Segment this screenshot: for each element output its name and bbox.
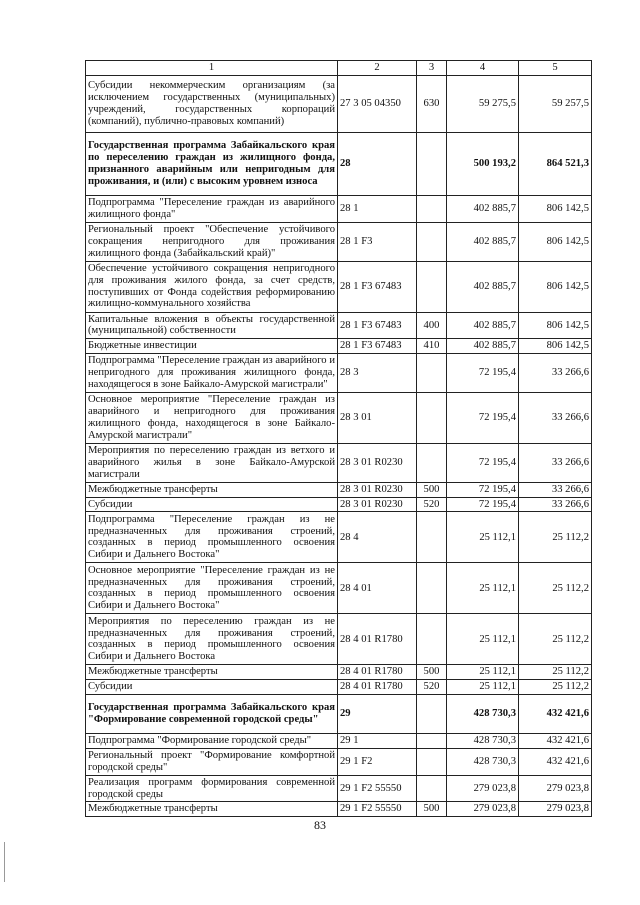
row-name-cell: Бюджетные инвестиции [86, 339, 338, 354]
row-code-cell: 28 1 F3 [338, 222, 417, 261]
column-number-row [86, 61, 592, 76]
table-row [86, 195, 592, 222]
row-code-cell: 29 1 F2 55550 [338, 775, 417, 802]
row-value-cell: 402 885,7 [447, 222, 519, 261]
row-value-cell: 59 257,5 [519, 75, 592, 132]
row-expense-type-cell [417, 512, 447, 563]
row-expense-type-cell: 630 [417, 75, 447, 132]
row-name-cell: Субсидии некоммерческим организациям (за исключением государственных (муниципальных) учреждений, государственных корпораций (компаний), публично-правовых компаний) [86, 75, 338, 132]
row-code-cell: 27 3 05 04350 [338, 75, 417, 132]
row-name-cell: Основное мероприятие "Переселение граждан из аварийного и непригодного для проживания жилищного фонда, находящегося в зоне Байкало-Амурской магистрали" [86, 393, 338, 444]
row-name-cell: Региональный проект "Формирование комфортной городской среды" [86, 749, 338, 776]
row-name-cell: Субсидии [86, 497, 338, 512]
table-row [86, 497, 592, 512]
row-code-cell: 28 4 01 [338, 563, 417, 614]
row-name-cell: Капитальные вложения в объекты государственной (муниципальной) собственности [86, 312, 338, 339]
table-row [86, 802, 592, 817]
row-code-cell: 28 4 01 R1780 [338, 665, 417, 680]
row-value-cell: 25 112,1 [447, 563, 519, 614]
row-value-cell: 806 142,5 [519, 312, 592, 339]
row-expense-type-cell [417, 695, 447, 734]
table-row [86, 312, 592, 339]
row-code-cell: 28 3 01 [338, 393, 417, 444]
table-row [86, 75, 592, 132]
budget-table-body [86, 61, 592, 817]
row-code-cell: 28 3 01 R0230 [338, 444, 417, 483]
row-name-cell: Межбюджетные трансферты [86, 802, 338, 817]
table-row [86, 393, 592, 444]
row-name-cell: Подпрограмма "Переселение граждан из аварийного и непригодного для проживания жилищного фонда, находящегося в зоне Байкало-Амурской магистрали" [86, 354, 338, 393]
row-name-cell: Государственная программа Забайкальского края по переселению граждан из жилищного фонда, признанного аварийным или непригодным для проживания, и (или) с высоким уровнем износа [86, 132, 338, 195]
row-value-cell: 72 195,4 [447, 354, 519, 393]
row-value-cell: 33 266,6 [519, 497, 592, 512]
table-row [86, 222, 592, 261]
column-number: 2 [338, 61, 417, 76]
column-number: 5 [519, 61, 592, 76]
row-expense-type-cell [417, 734, 447, 749]
row-name-cell: Реализация программ формирования современной городской среды [86, 775, 338, 802]
row-value-cell: 279 023,8 [519, 802, 592, 817]
table-row [86, 512, 592, 563]
row-value-cell: 432 421,6 [519, 734, 592, 749]
row-value-cell: 33 266,6 [519, 444, 592, 483]
column-number: 3 [417, 61, 447, 76]
row-value-cell: 402 885,7 [447, 312, 519, 339]
table-row [86, 680, 592, 695]
row-expense-type-cell [417, 261, 447, 312]
row-expense-type-cell [417, 132, 447, 195]
row-expense-type-cell: 500 [417, 482, 447, 497]
row-name-cell: Мероприятия по переселению граждан из не предназначенных для проживания строений, созданных в период промышленного освоения Сибири и Дальнего Востока [86, 614, 338, 665]
scan-margin-mark [4, 842, 5, 882]
budget-table [85, 60, 592, 817]
row-name-cell: Подпрограмма "Формирование городской среды" [86, 734, 338, 749]
row-value-cell: 25 112,2 [519, 614, 592, 665]
row-value-cell: 33 266,6 [519, 393, 592, 444]
row-name-cell: Региональный проект "Обеспечение устойчивого сокращения непригодного для проживания жилищного фонда (Забайкальский край)" [86, 222, 338, 261]
row-value-cell: 402 885,7 [447, 339, 519, 354]
row-value-cell: 806 142,5 [519, 195, 592, 222]
row-value-cell: 25 112,2 [519, 665, 592, 680]
row-value-cell: 72 195,4 [447, 393, 519, 444]
row-name-cell: Субсидии [86, 680, 338, 695]
row-expense-type-cell [417, 749, 447, 776]
table-row [86, 614, 592, 665]
row-value-cell: 428 730,3 [447, 695, 519, 734]
row-code-cell: 28 4 [338, 512, 417, 563]
table-row [86, 261, 592, 312]
row-code-cell: 28 4 01 R1780 [338, 680, 417, 695]
row-expense-type-cell [417, 393, 447, 444]
row-code-cell: 28 [338, 132, 417, 195]
row-expense-type-cell: 500 [417, 802, 447, 817]
row-value-cell: 806 142,5 [519, 339, 592, 354]
row-value-cell: 72 195,4 [447, 444, 519, 483]
row-expense-type-cell [417, 444, 447, 483]
row-value-cell: 279 023,8 [519, 775, 592, 802]
table-row [86, 444, 592, 483]
row-code-cell: 29 1 F2 55550 [338, 802, 417, 817]
row-code-cell: 28 3 [338, 354, 417, 393]
page-number: 83 [314, 818, 326, 832]
row-expense-type-cell [417, 222, 447, 261]
row-value-cell: 72 195,4 [447, 497, 519, 512]
row-expense-type-cell: 520 [417, 680, 447, 695]
row-name-cell: Государственная программа Забайкальского края "Формирование современной городской среды" [86, 695, 338, 734]
row-value-cell: 402 885,7 [447, 195, 519, 222]
row-name-cell: Подпрограмма "Переселение граждан из не предназначенных для проживания строений, созданных в период промышленного освоения Сибири и Дальнего Востока" [86, 512, 338, 563]
row-value-cell: 59 275,5 [447, 75, 519, 132]
row-value-cell: 428 730,3 [447, 734, 519, 749]
row-value-cell: 432 421,6 [519, 695, 592, 734]
row-expense-type-cell [417, 614, 447, 665]
row-value-cell: 25 112,1 [447, 512, 519, 563]
row-code-cell: 28 4 01 R1780 [338, 614, 417, 665]
row-value-cell: 25 112,2 [519, 512, 592, 563]
row-value-cell: 25 112,2 [519, 680, 592, 695]
table-row [86, 734, 592, 749]
row-expense-type-cell [417, 195, 447, 222]
table-row [86, 695, 592, 734]
table-row [86, 354, 592, 393]
row-name-cell: Межбюджетные трансферты [86, 665, 338, 680]
table-row [86, 339, 592, 354]
row-value-cell: 500 193,2 [447, 132, 519, 195]
row-code-cell: 28 3 01 R0230 [338, 497, 417, 512]
table-row [86, 132, 592, 195]
row-expense-type-cell [417, 354, 447, 393]
row-value-cell: 806 142,5 [519, 222, 592, 261]
row-name-cell: Обеспечение устойчивого сокращения непригодного для проживания жилого фонда, за счет средств, поступивших от Фонда содействия реформированию жилищно-коммунального хозяйства [86, 261, 338, 312]
row-value-cell: 33 266,6 [519, 354, 592, 393]
row-value-cell: 806 142,5 [519, 261, 592, 312]
row-value-cell: 432 421,6 [519, 749, 592, 776]
table-row [86, 563, 592, 614]
row-code-cell: 28 1 F3 67483 [338, 312, 417, 339]
table-row [86, 775, 592, 802]
row-value-cell: 402 885,7 [447, 261, 519, 312]
table-row [86, 482, 592, 497]
row-value-cell: 279 023,8 [447, 802, 519, 817]
row-value-cell: 25 112,1 [447, 680, 519, 695]
row-value-cell: 428 730,3 [447, 749, 519, 776]
row-value-cell: 72 195,4 [447, 482, 519, 497]
row-name-cell: Мероприятия по переселению граждан из ветхого и аварийного жилья в зоне Байкало-Амурской магистрали [86, 444, 338, 483]
row-code-cell: 29 1 [338, 734, 417, 749]
row-value-cell: 33 266,6 [519, 482, 592, 497]
row-expense-type-cell: 520 [417, 497, 447, 512]
row-value-cell: 25 112,1 [447, 665, 519, 680]
row-expense-type-cell: 400 [417, 312, 447, 339]
row-value-cell: 279 023,8 [447, 775, 519, 802]
row-expense-type-cell [417, 563, 447, 614]
row-code-cell: 29 1 F2 [338, 749, 417, 776]
row-name-cell: Подпрограмма "Переселение граждан из аварийного жилищного фонда" [86, 195, 338, 222]
row-code-cell: 29 [338, 695, 417, 734]
row-name-cell: Межбюджетные трансферты [86, 482, 338, 497]
column-number: 4 [447, 61, 519, 76]
row-name-cell: Основное мероприятие "Переселение граждан из не предназначенных для проживания строений, созданных в период промышленного освоения Сибири и Дальнего Востока" [86, 563, 338, 614]
table-row [86, 665, 592, 680]
row-expense-type-cell: 500 [417, 665, 447, 680]
row-value-cell: 864 521,3 [519, 132, 592, 195]
row-code-cell: 28 3 01 R0230 [338, 482, 417, 497]
row-code-cell: 28 1 [338, 195, 417, 222]
row-expense-type-cell [417, 775, 447, 802]
column-number: 1 [86, 61, 338, 76]
row-code-cell: 28 1 F3 67483 [338, 261, 417, 312]
row-value-cell: 25 112,1 [447, 614, 519, 665]
row-code-cell: 28 1 F3 67483 [338, 339, 417, 354]
row-value-cell: 25 112,2 [519, 563, 592, 614]
table-row [86, 749, 592, 776]
row-expense-type-cell: 410 [417, 339, 447, 354]
